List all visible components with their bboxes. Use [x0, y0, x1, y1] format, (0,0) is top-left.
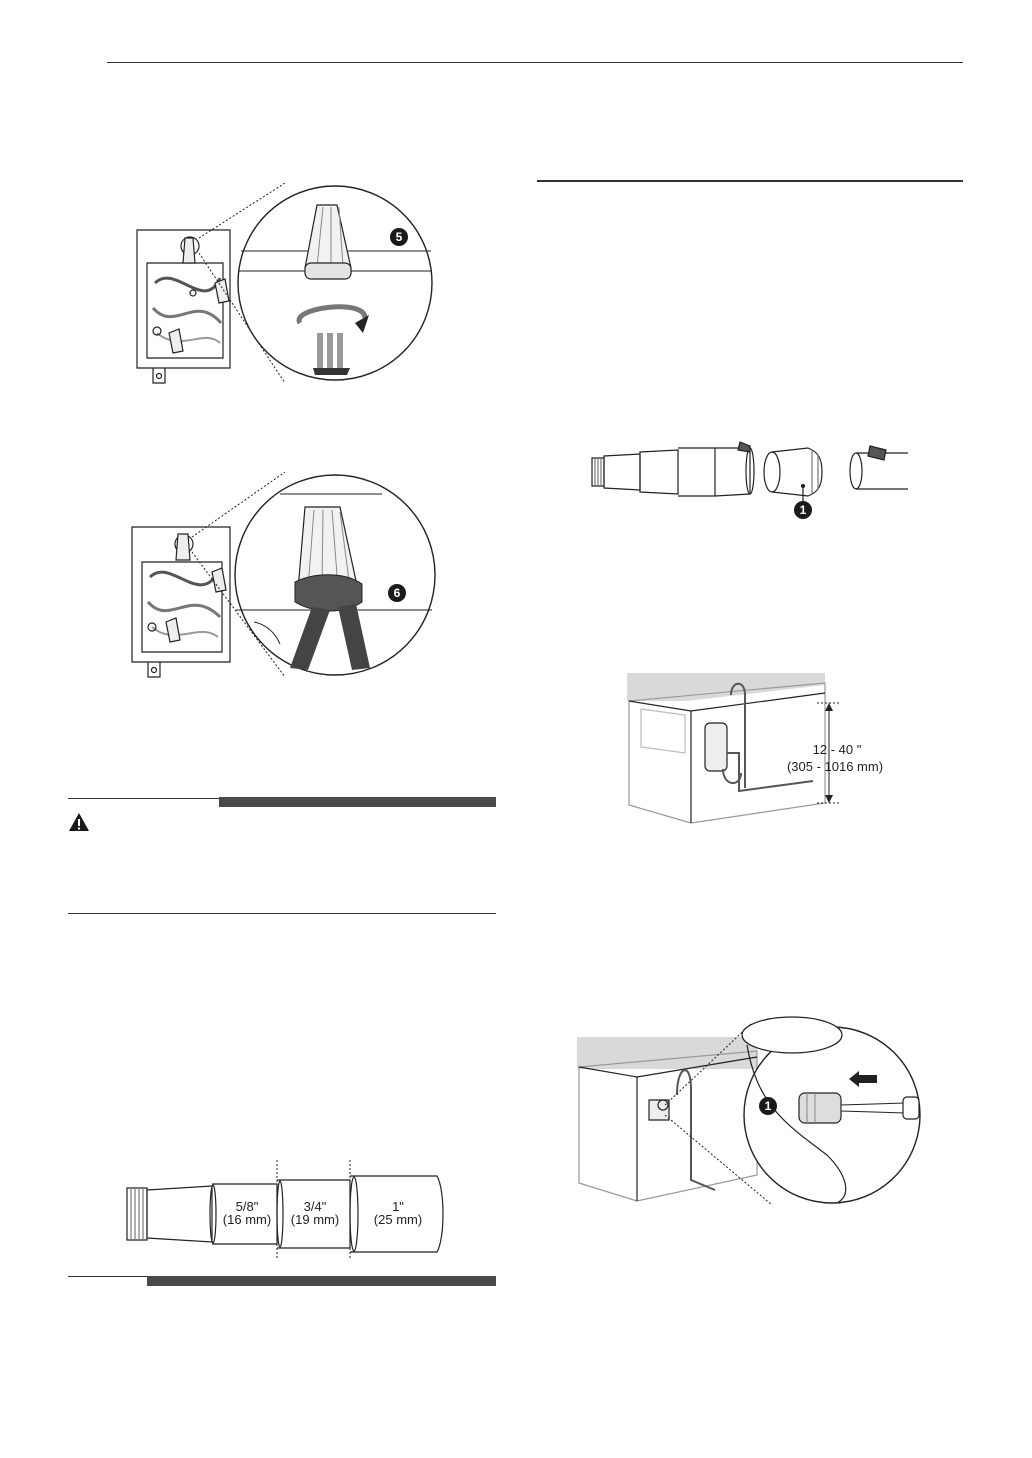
callout-1-plug: 1 — [759, 1097, 777, 1115]
height-range-imperial: 12 - 40 " — [812, 742, 862, 757]
height-range-metric: (305 - 1016 mm) — [786, 759, 884, 774]
warning-bottom-rule — [68, 913, 496, 914]
hose-size-34 — [282, 1200, 348, 1226]
header-rule — [107, 62, 963, 63]
hose-size-34-metric: (19 mm) — [290, 1212, 340, 1227]
note-banner — [147, 1276, 496, 1286]
hose-connector-figure — [590, 438, 910, 523]
callout-5: 5 — [390, 228, 408, 246]
sink-height-figure — [627, 673, 907, 833]
disposer-plug-figure — [577, 1005, 922, 1220]
hose-size-58-imperial: 5/8" — [235, 1199, 259, 1214]
warning-triangle-icon — [68, 812, 90, 832]
section-rule-right — [537, 180, 963, 182]
callout-1-connector: 1 — [794, 501, 812, 519]
callout-6: 6 — [388, 584, 406, 602]
wire-nut-figure — [135, 183, 440, 388]
hose-size-1-imperial: 1" — [392, 1199, 404, 1214]
hose-size-58 — [217, 1200, 277, 1226]
hose-size-58-metric: (16 mm) — [222, 1212, 272, 1227]
drain-hose-size-figure — [125, 1160, 445, 1260]
tape-figure — [130, 472, 440, 682]
hose-size-1 — [363, 1200, 433, 1226]
warning-banner — [219, 797, 496, 807]
hose-size-1-metric: (25 mm) — [373, 1212, 423, 1227]
hose-size-34-imperial: 3/4" — [303, 1199, 327, 1214]
